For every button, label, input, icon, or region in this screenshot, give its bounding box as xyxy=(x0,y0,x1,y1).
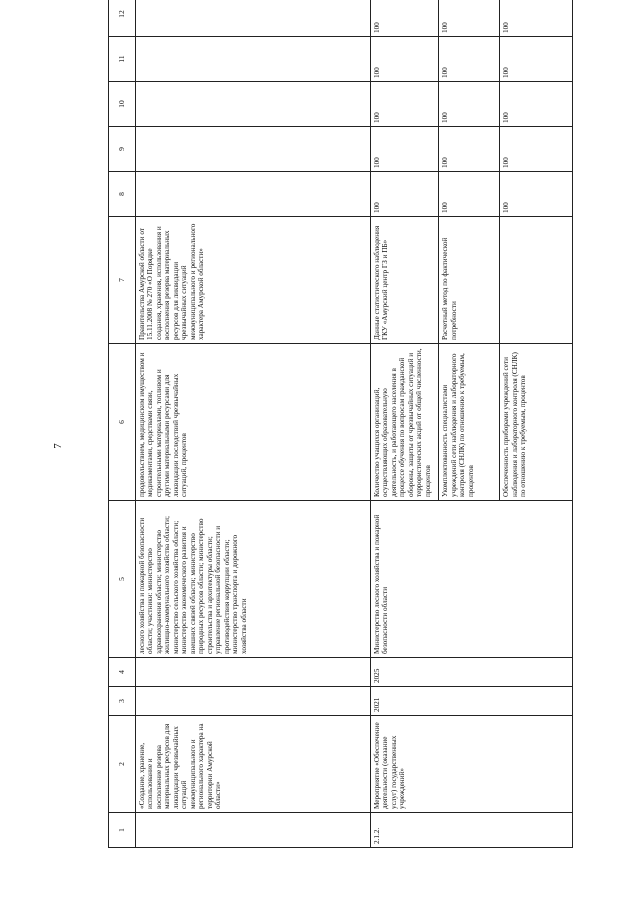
cell-start-year: 2021 xyxy=(370,687,572,716)
cell-value-8 xyxy=(136,172,371,217)
header-cell-9: 9 xyxy=(109,127,136,172)
cell-value-12: 100 xyxy=(500,0,573,37)
header-row xyxy=(109,0,136,848)
cell-value-11: 100 xyxy=(500,37,573,82)
header-cell-12: 12 xyxy=(109,0,136,37)
cell-source: Данные статистического наблюдения ГКУ «Амурский центр ГЗ и ПБ» xyxy=(370,217,438,344)
cell-value-9: 100 xyxy=(439,127,500,172)
cell-start-year xyxy=(136,687,371,716)
cell-value-10 xyxy=(136,82,371,127)
header-cell-10: 10 xyxy=(109,82,136,127)
cell-value-11: 100 xyxy=(370,37,438,82)
cell-indicator: Обеспеченность приборами учреждений сети наблюдения и лабораторного контроля (СНЛК) по отношению к требуемым, процентов xyxy=(500,344,573,501)
cell-value-8: 100 xyxy=(500,172,573,217)
cell-executors: Министерство лесного хозяйства и пожарной безопасности области xyxy=(370,501,572,658)
header-cell-1: 1 xyxy=(109,813,136,848)
cell-value-10: 100 xyxy=(439,82,500,127)
cell-indicator: Количество учащихся организаций, осуществляющих образовательную деятельность, и работающего населения в процессе обучения по вопросам гражданской обороны, защиты от чрезвычайных ситуаций и террористических акций от общей численности, процентов xyxy=(370,344,438,501)
cell-value-8: 100 xyxy=(439,172,500,217)
cell-value-10: 100 xyxy=(500,82,573,127)
cell-value-11: 100 xyxy=(439,37,500,82)
rotated-table-container xyxy=(108,10,573,848)
header-cell-11: 11 xyxy=(109,37,136,82)
cell-source xyxy=(500,217,573,344)
header-cell-7: 7 xyxy=(109,217,136,344)
page-number: 7 xyxy=(51,443,64,449)
cell-value-9 xyxy=(136,127,371,172)
cell-value-10: 100 xyxy=(370,82,438,127)
header-cell-6: 6 xyxy=(109,344,136,501)
cell-value-9: 100 xyxy=(500,127,573,172)
cell-value-8: 100 xyxy=(370,172,438,217)
cell-activity: Мероприятие «Обеспечение деятельности (оказание услуг) государственных учреждений» xyxy=(370,716,572,813)
cell-indicator: продовольствием, медицинским имуществом и медикаментами, средствами связи, строительными материалами, топливом и другими материальными ресурсами для ликвидации последствий чрезвычайных ситуаций, процентов xyxy=(136,344,371,501)
cell-indicator: Укомплектованность специалистами учреждений сети наблюдения и лабораторного контроля (СНЛК) по отношению к требуемым, процентов xyxy=(439,344,500,501)
cell-value-12 xyxy=(136,0,371,37)
cell-executors: лесного хозяйства и пожарной безопасности области; участники: министерство здравоохранения области; министерство жилищно-коммунального хозяйства области; министерство сельского хозяйства области; министерство экономического развития и внешних связей области; министерство природных ресурсов области; министерство строительства и архитектуры области; управление региональной безопасности и противодействия коррупции области; министерство транспорта и дорожного хозяйства области xyxy=(136,501,371,658)
header-cell-8: 8 xyxy=(109,172,136,217)
cell-source: Правительства Амурской области от 15.11.2008 № 270 «О Порядке создания, хранения, использования и восполнения резерва материальных ресурсов для ликвидации чрезвычайных ситуаций межмуниципального и регионального характера Амурской области» xyxy=(136,217,371,344)
cell-number xyxy=(136,813,371,848)
cell-number: 2.1.2. xyxy=(370,813,572,848)
program-table xyxy=(108,0,573,848)
table-row xyxy=(136,0,371,848)
header-cell-4: 4 xyxy=(109,658,136,687)
cell-activity: «Создание, хранение, использование и восполнение резерва материальных ресурсов для ликвидации чрезвычайных ситуаций межмуниципального и регионального характера на территории Амурской области» xyxy=(136,716,371,813)
header-cell-2: 2 xyxy=(109,716,136,813)
header-cell-5: 5 xyxy=(109,501,136,658)
table-row xyxy=(370,0,438,848)
header-cell-3: 3 xyxy=(109,687,136,716)
cell-value-11 xyxy=(136,37,371,82)
cell-end-year: 2025 xyxy=(370,658,572,687)
cell-end-year xyxy=(136,658,371,687)
cell-value-9: 100 xyxy=(370,127,438,172)
cell-value-12: 100 xyxy=(439,0,500,37)
cell-source: Расчетный метод по фактической потребности xyxy=(439,217,500,344)
cell-value-12: 100 xyxy=(370,0,438,37)
